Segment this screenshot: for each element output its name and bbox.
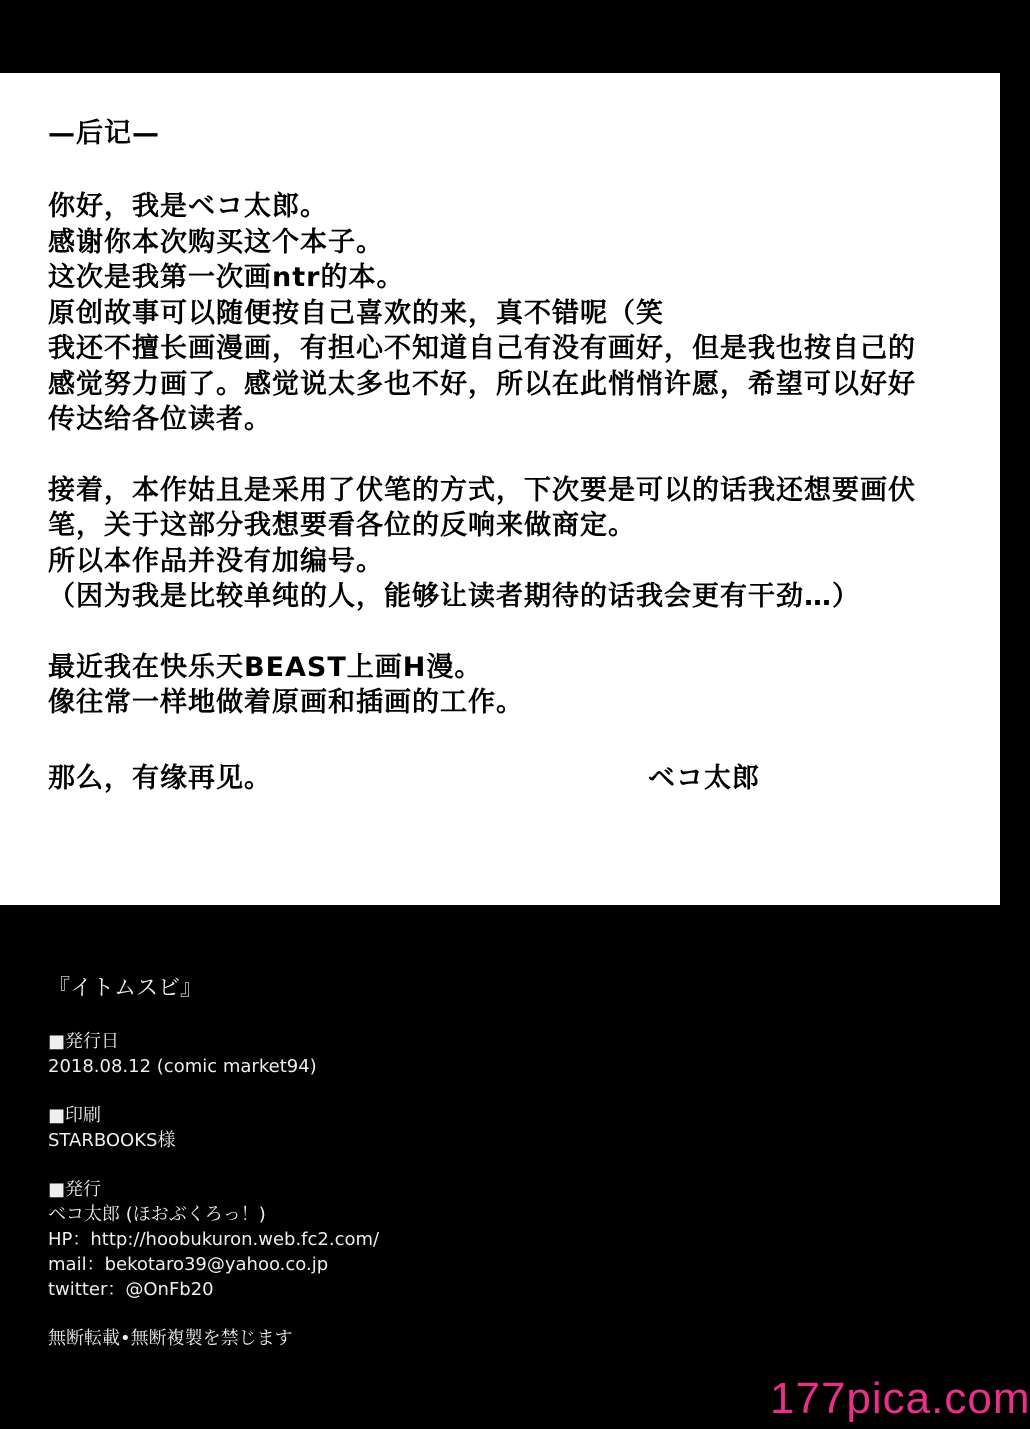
text-line: 所以本作品并没有加编号。 bbox=[48, 545, 384, 577]
contact-email: mail：bekotaro39@yahoo.co.jp bbox=[48, 1254, 329, 1275]
afterword-paragraph-1 bbox=[48, 189, 948, 438]
closing-text: 那么，有缘再见。 bbox=[48, 762, 272, 794]
printer-label: ■印刷 bbox=[48, 1105, 102, 1126]
text-line: 原创故事可以随便按自己喜欢的来，真不错呢（笑 bbox=[48, 297, 664, 329]
publisher-label: ■発行 bbox=[48, 1179, 102, 1200]
text-line: 接着，本作姑且是采用了伏笔的方式，下次要是可以的话我还想要画伏 bbox=[48, 474, 916, 506]
release-date-block bbox=[48, 1029, 648, 1079]
closing-line bbox=[48, 756, 948, 792]
top-black-band bbox=[0, 0, 1000, 73]
release-date-value: 2018.08.12 (comic market94) bbox=[48, 1056, 317, 1077]
publisher-block bbox=[48, 1177, 648, 1302]
text-line: 我还不擅长画漫画，有担心不知道自己有没有画好，但是我也按自己的 bbox=[48, 333, 916, 364]
afterword-text bbox=[48, 115, 948, 794]
text-line: 这次是我第一次画ntr的本。 bbox=[48, 262, 405, 293]
text-line: （因为我是比较单纯的人，能够让读者期待的话我会更有干劲…） bbox=[48, 581, 860, 612]
afterword-paragraph-3 bbox=[48, 650, 948, 721]
text-line: 像往常一样地做着原画和插画的工作。 bbox=[48, 687, 524, 718]
author-signature: ベコ太郎 bbox=[648, 762, 760, 794]
text-line: 最近我在快乐天BEAST上画H漫。 bbox=[48, 651, 483, 683]
afterword-heading: —后记— bbox=[48, 118, 160, 149]
copyright-notice: 無断転載•無断複製を禁じます bbox=[48, 1328, 293, 1349]
publisher-name: ベコ太郎 (ほおぶくろっ！) bbox=[48, 1204, 266, 1225]
text-line: 感觉努力画了。感觉说太多也不好，所以在此悄悄许愿，希望可以好好 bbox=[48, 368, 916, 400]
afterword-paragraph-2 bbox=[48, 473, 948, 615]
colophon bbox=[48, 973, 648, 1351]
homepage-url: HP：http://hoobukuron.web.fc2.com/ bbox=[48, 1229, 380, 1250]
text-line: 笔，关于这部分我想要看各位的反响来做商定。 bbox=[48, 510, 636, 541]
text-line: 感谢你本次购买这个本子。 bbox=[48, 226, 384, 258]
twitter-handle: twitter：@OnFb20 bbox=[48, 1279, 214, 1300]
text-line: 你好，我是ベコ太郎。 bbox=[48, 191, 328, 222]
text-line: 传达给各位读者。 bbox=[48, 404, 272, 435]
printer-block bbox=[48, 1103, 648, 1153]
site-watermark: 177pica.com bbox=[770, 1374, 1030, 1423]
printer-value: STARBOOKS様 bbox=[48, 1130, 176, 1151]
release-date-label: ■発行日 bbox=[48, 1031, 120, 1052]
book-title: 『イトムスビ』 bbox=[48, 976, 203, 1001]
